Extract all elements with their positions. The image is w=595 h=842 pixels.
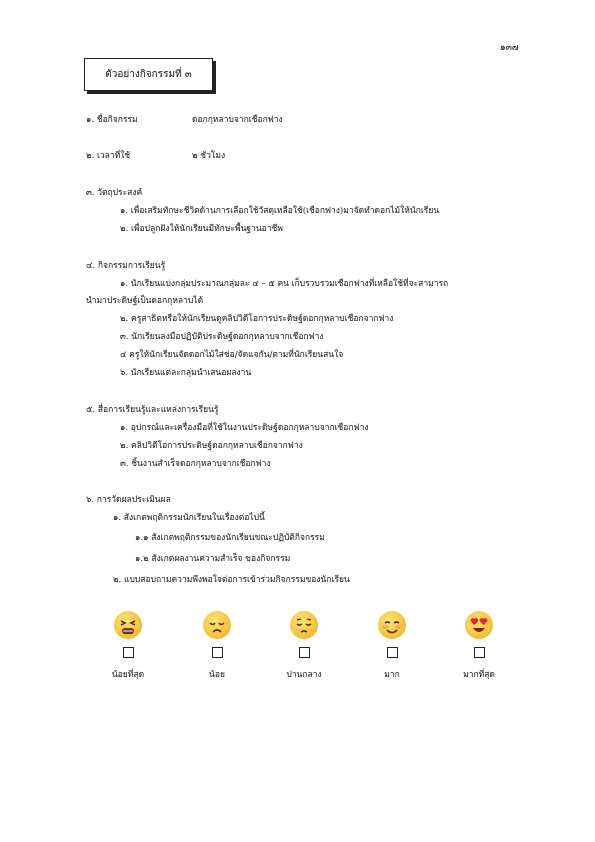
- activity-title: ตัวอย่างกิจกรรมที่ ๓: [84, 58, 213, 91]
- media-item: ๑. อุปกรณ์และเครื่องมือที่ใช้ในงานประดิษฐ์ดอกกุหลาบจากเชือกฟาง: [120, 423, 369, 433]
- evaluation-sub-item: ๑.๒ สังเกตผลงานความสำเร็จ ของกิจกรรม: [135, 554, 291, 564]
- section-5-label: ๕. สื่อการเรียนรู้และแหล่งการเรียนรู้: [86, 405, 219, 415]
- evaluation-sub-2: ๒. แบบสอบถามความพึงพอใจต่อการเข้าร่วมกิจกรรมของนักเรียน: [113, 575, 350, 585]
- rating-checkbox-medium[interactable]: [299, 647, 310, 658]
- section-6-label: ๖. การวัดผลประเมินผล: [86, 495, 171, 505]
- activity-item: ๓. นักเรียนลงมือปฏิบัติประดิษฐ์ดอกกุหลาบจากเชือกฟาง: [120, 332, 324, 342]
- rating-label: มากที่สุด: [463, 670, 495, 680]
- tired-face-icon: [114, 611, 142, 639]
- page-number: ๑๓๗: [500, 43, 519, 53]
- rating-label: น้อย: [209, 670, 225, 680]
- section-4-label: ๔. กิจกรรมการเรียนรู้: [86, 261, 166, 271]
- activity-item: ๔ ครูให้นักเรียนจัดดอกไม้ใส่ช่อ/จัดแจกัน/ตามที่นักเรียนสนใจ: [120, 350, 344, 360]
- rating-checkbox-most[interactable]: [474, 647, 485, 658]
- activity-item-continued: นำมาประดิษฐ์เป็นดอกกุหลาบได้: [86, 296, 204, 306]
- section-1-value: ดอกกุหลาบจากเชือกฟาง: [192, 115, 283, 125]
- section-2-label: ๒. เวลาที่ใช้: [86, 151, 131, 161]
- rating-checkbox-least[interactable]: [123, 647, 134, 658]
- activity-item: ๒. ครูสาธิตหรือให้นักเรียนดูคลิปวิดีโอการประดิษฐ์ดอกกุหลาบเชือกจากฟาง: [120, 314, 394, 324]
- pensive-face-icon: [290, 611, 318, 639]
- rating-label: ปานกลาง: [286, 670, 322, 680]
- activity-item: ๑. นักเรียนแบ่งกลุ่มประมาณกลุ่มละ ๔ – ๕ คน เก็บรวบรวมเชือกฟางที่เหลือใช้ที่จะสามารถ: [120, 279, 449, 289]
- media-item: ๓. ชิ้นงานสำเร็จดอกกุหลาบจากเชือกฟาง: [120, 459, 271, 469]
- disappointed-face-icon: [203, 611, 231, 639]
- smiling-face-icon: [378, 611, 406, 639]
- evaluation-sub-item: ๑.๑ สังเกตพฤติกรรมของนักเรียนขณะปฏิบัติกิจกรรม: [135, 533, 325, 543]
- section-2-value: ๒ ชั่วโมง: [192, 151, 226, 161]
- section-3-label: ๓. วัตถุประสงค์: [86, 188, 143, 198]
- rating-label: มาก: [384, 670, 400, 680]
- section-1-label: ๑. ชื่อกิจกรรม: [86, 115, 138, 125]
- rating-label: น้อยที่สุด: [111, 670, 145, 680]
- heart-eyes-face-icon: [465, 611, 493, 639]
- objective-item: ๑. เพื่อเสริมทักษะชีวิตด้านการเลือกใช้วัสดุเหลือใช้(เชือกฟาง)มาจัดทำดอกไม้ให้นักเรียน: [120, 206, 440, 216]
- activity-item: ๖. นักเรียนแต่ละกลุ่มนำเสนอผลงาน: [120, 368, 252, 378]
- rating-checkbox-much[interactable]: [387, 647, 398, 658]
- objective-item: ๒. เพื่อปลูกฝังให้นักเรียนมีทักษะพื้นฐานอาชีพ: [120, 224, 283, 234]
- evaluation-sub-1: ๑. สังเกตพฤติกรรมนักเรียนในเรื่องต่อไปนี้: [113, 513, 265, 523]
- media-item: ๒. คลิปวิดีโอการประดิษฐ์ดอกกุหลาบเชือกจากฟาง: [120, 441, 303, 451]
- rating-checkbox-less[interactable]: [212, 647, 223, 658]
